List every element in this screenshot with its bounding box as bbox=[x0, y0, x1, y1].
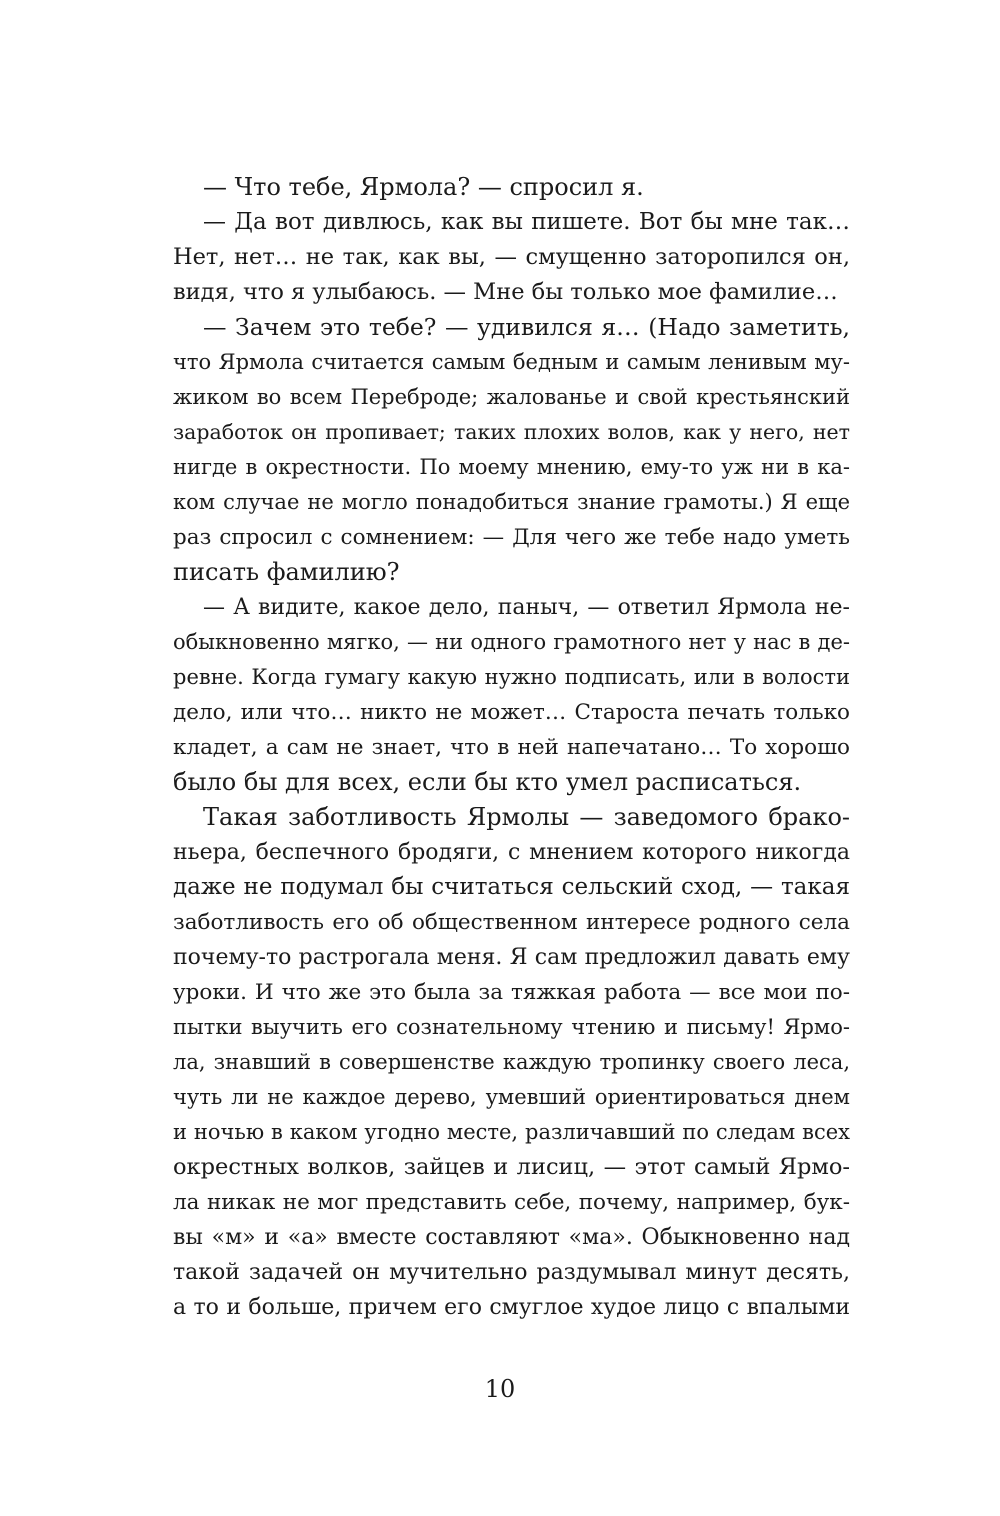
text-line: ла, знавший в совершенстве каждую тропинку своего леса, bbox=[173, 1050, 850, 1074]
text-line: заработок он пропивает; таких плохих волов, как у него, нет bbox=[173, 420, 850, 444]
text-line: что Ярмола считается самым бедным и самым ленивым му- bbox=[173, 350, 850, 374]
text-line: видя, что я улыбаюсь. — Мне бы только мое фамилие… bbox=[173, 279, 838, 305]
text-line: заботливость его об общественном интересе родного села bbox=[173, 910, 850, 935]
paragraph-3 bbox=[173, 310, 850, 590]
text-line: ньера, беспечного бродяги, с мнением которого никогда bbox=[173, 840, 850, 865]
text-line: окрестных волков, зайцев и лисиц, — этот самый Ярмо- bbox=[173, 1154, 850, 1180]
text-line: — Что тебе, Ярмола? — спросил я. bbox=[203, 173, 644, 201]
text-line: жиком во всем Переброде; жалованье и свой крестьянский bbox=[173, 385, 850, 409]
page-number: 10 bbox=[484, 1375, 516, 1403]
text-line: и ночью в каком угодно месте, различавший по следам всех bbox=[173, 1120, 850, 1144]
text-line: Нет, нет… не так, как вы, — смущенно заторопился он, bbox=[173, 244, 850, 270]
text-line: нигде в окрестности. По моему мнению, ему-то уж ни в ка- bbox=[173, 455, 850, 479]
text-line: было бы для всех, если бы кто умел расписаться. bbox=[173, 768, 802, 796]
text-line: Такая заботливость Ярмолы — заведомого брако- bbox=[203, 803, 850, 831]
text-line: почему-то растрогала меня. Я сам предложил давать ему bbox=[173, 945, 850, 970]
text-line: ком случае не могло понадобиться знание грамоты.) Я еще bbox=[173, 490, 850, 514]
text-line: чуть ли не каждое дерево, умевший ориентироваться днем bbox=[173, 1085, 850, 1109]
text-line: писать фамилию? bbox=[173, 558, 400, 586]
text-line: вы «м» и «а» вместе составляют «ма». Обыкновенно над bbox=[173, 1225, 850, 1250]
text-line: кладет, а сам не знает, что в ней напечатано… То хорошо bbox=[173, 735, 850, 760]
paragraph-1 bbox=[173, 170, 850, 205]
text-line: обыкновенно мягко, — ни одного грамотного нет у нас в де- bbox=[173, 630, 850, 654]
body-text bbox=[173, 170, 850, 1325]
text-line: ревне. Когда гумагу какую нужно подписать, или в волости bbox=[173, 665, 850, 689]
paragraph-5 bbox=[173, 800, 850, 1325]
text-line: раз спросил с сомнением: — Для чего же тебе надо уметь bbox=[173, 525, 850, 550]
text-line: — Зачем это тебе? — удивился я… (Надо заметить, bbox=[203, 313, 850, 341]
text-line: а то и больше, причем его смуглое худое лицо с впалыми bbox=[173, 1295, 850, 1320]
text-line: — Да вот дивлюсь, как вы пишете. Вот бы мне так… bbox=[203, 209, 850, 235]
text-line: — А видите, какое дело, паныч, — ответил Ярмола не- bbox=[203, 595, 850, 620]
text-line: дело, или что… никто не может… Староста печать только bbox=[173, 700, 850, 725]
paragraph-2 bbox=[173, 205, 850, 310]
text-line: такой задачей он мучительно раздумывал минут десять, bbox=[173, 1260, 850, 1285]
text-line: ла никак не мог представить себе, почему, например, бук- bbox=[173, 1190, 850, 1215]
text-line: даже не подумал бы считаться сельский сход, — такая bbox=[173, 874, 850, 900]
text-line: пытки выучить его сознательному чтению и письму! Ярмо- bbox=[173, 1015, 850, 1039]
paragraph-4 bbox=[173, 590, 850, 800]
text-line: уроки. И что же это была за тяжкая работа — все мои по- bbox=[173, 980, 850, 1005]
